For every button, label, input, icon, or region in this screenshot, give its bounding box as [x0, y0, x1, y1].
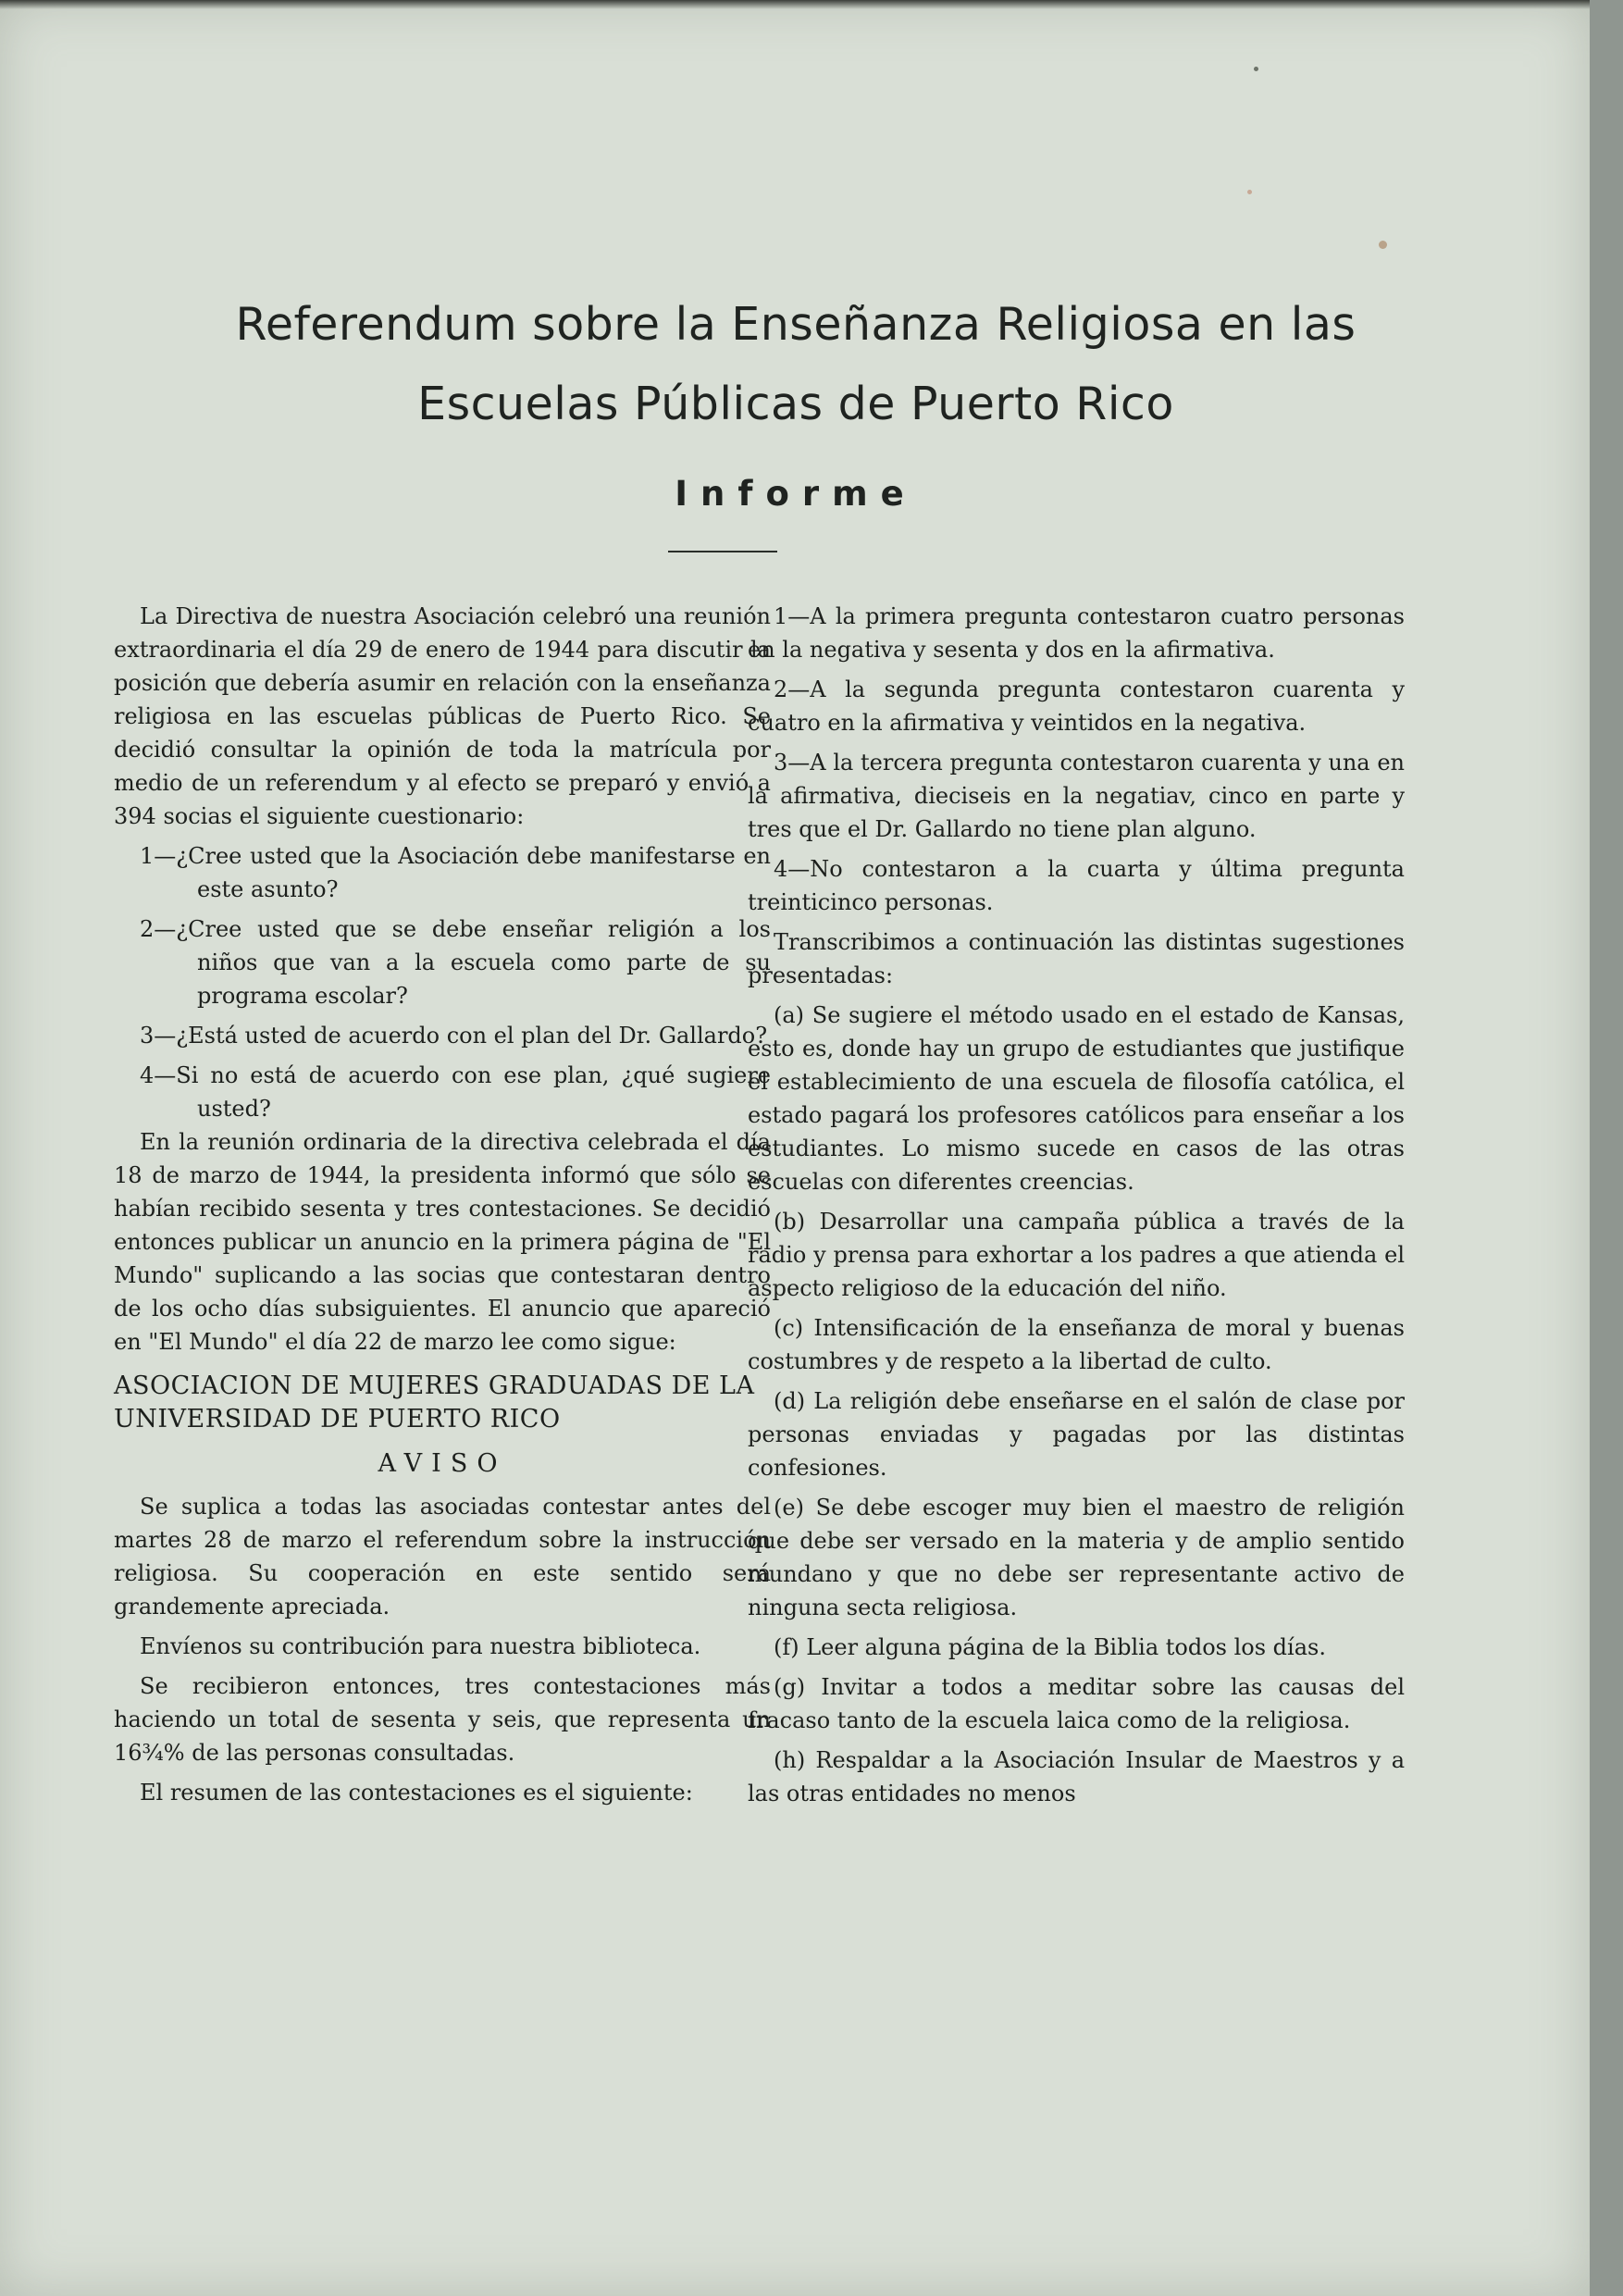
answer-3: 3—A la tercera pregunta contestaron cuarenta y una en la afirmativa, dieciseis en la negatiav, cinco en parte y tres que el Dr. Gallardo no tiene plan alguno.	[748, 750, 1405, 842]
document-title-line-2: Escuelas Públicas de Puerto Rico	[417, 378, 1174, 430]
answer-2: 2—A la segunda pregunta contestaron cuarenta y cuatro en la afirmativa y veintidos en la negativa.	[748, 676, 1405, 736]
suggestion-c: (c) Intensificación de la enseñanza de moral y buenas costumbres y de respeto a la libertad de culto.	[748, 1315, 1405, 1374]
intro-paragraph: La Directiva de nuestra Asociación celebró una reunión extraordinaria el día 29 de enero de 1944 para discutir la posición que debería asumir en relación con la enseñanza religiosa en las escuelas públicas de Puerto Rico. Se decidió consultar la opinión de toda la matrícula por medio de un referendum y al efecto se preparó y envió a 394 socias el siguiente cuestionario:	[114, 603, 771, 829]
contribution-paragraph: Envíenos su contribución para nuestra biblioteca.	[140, 1633, 701, 1659]
suggestion-h: (h) Respaldar a la Asociación Insular de Maestros y a las otras entidades no menos	[748, 1747, 1405, 1806]
suggestion-d: (d) La religión debe enseñarse en el salón de clase por personas enviadas y pagadas por las distintas confesiones.	[748, 1388, 1405, 1481]
left-column	[114, 600, 771, 1809]
title-divider	[668, 551, 777, 552]
question-4: 4—Si no está de acuerdo con ese plan, ¿qué sugiere usted?	[140, 1062, 771, 1122]
summary-intro-paragraph: El resumen de las contestaciones es el siguiente:	[140, 1780, 693, 1806]
answer-4: 4—No contestaron a la cuarta y última pregunta treinticinco personas.	[748, 856, 1405, 915]
question-3: 3—¿Está usted de acuerdo con el plan del Dr. Gallardo?	[140, 1023, 768, 1049]
paper-speck	[1379, 241, 1387, 249]
suggestion-f: (f) Leer alguna página de la Biblia todos los días.	[774, 1634, 1326, 1660]
notice-heading: AVISO	[378, 1449, 507, 1478]
suggestion-g: (g) Invitar a todos a meditar sobre las causas del fracaso tanto de la escuela laica como de la religiosa.	[748, 1674, 1405, 1733]
responses-paragraph: Se recibieron entonces, tres contestaciones más haciendo un total de sesenta y seis, que representa un 16¾% de las personas consultadas.	[114, 1673, 771, 1766]
document-subtitle: Informe	[675, 474, 917, 514]
paper-speck	[1247, 190, 1252, 194]
right-column	[748, 600, 1405, 1810]
question-1: 1—¿Cree usted que la Asociación debe manifestarse en este asunto?	[140, 843, 771, 902]
paper-speck	[1254, 67, 1258, 71]
scan-top-edge	[0, 0, 1590, 9]
question-2: 2—¿Cree usted que se debe enseñar religión a los niños que van a la escuela como parte de su programa escolar?	[140, 916, 771, 1009]
notice-paragraph: Se suplica a todas las asociadas contestar antes del martes 28 de marzo el referendum sobre la instrucción religiosa. Su cooperación en este sentido será grandemente apreciada.	[114, 1494, 771, 1620]
answer-1: 1—A la primera pregunta contestaron cuatro personas en la negativa y sesenta y dos en la afirmativa.	[748, 603, 1405, 663]
suggestion-b: (b) Desarrollar una campaña pública a través de la radio y prensa para exhortar a los padres a que atienda el aspecto religioso de la educación del niño.	[748, 1209, 1405, 1301]
suggestion-a: (a) Se sugiere el método usado en el estado de Kansas, esto es, donde hay un grupo de estudiantes que justifique el establecimiento de una escuela de filosofía católica, el estado pagará los profesores católicos para enseñar a los estudiantes. Lo mismo sucede en casos de las otras escuelas con diferentes creencias.	[748, 1002, 1405, 1195]
suggestion-e: (e) Se debe escoger muy bien el maestro de religión que debe ser versado en la materia y de amplio sentido mundano y que no debe ser representante activo de ninguna secta religiosa.	[748, 1495, 1405, 1620]
meeting-paragraph: En la reunión ordinaria de la directiva celebrada el día 18 de marzo de 1944, la presidenta informó que sólo se habían recibido sesenta y tres contestaciones. Se decidió entonces publicar un anuncio en la primera página de "El Mundo" suplicando a las socias que contestaran dentro de los ocho días subsiguientes. El anuncio que apareció en "El Mundo" el día 22 de marzo lee como sigue:	[114, 1129, 771, 1355]
association-heading: ASOCIACION DE MUJERES GRADUADAS DE LA UNIVERSIDAD DE PUERTO RICO	[114, 1371, 755, 1433]
suggestions-intro: Transcribimos a continuación las distintas sugestiones presentadas:	[748, 929, 1405, 988]
document-title-line-1: Referendum sobre la Enseñanza Religiosa en las	[235, 298, 1357, 351]
